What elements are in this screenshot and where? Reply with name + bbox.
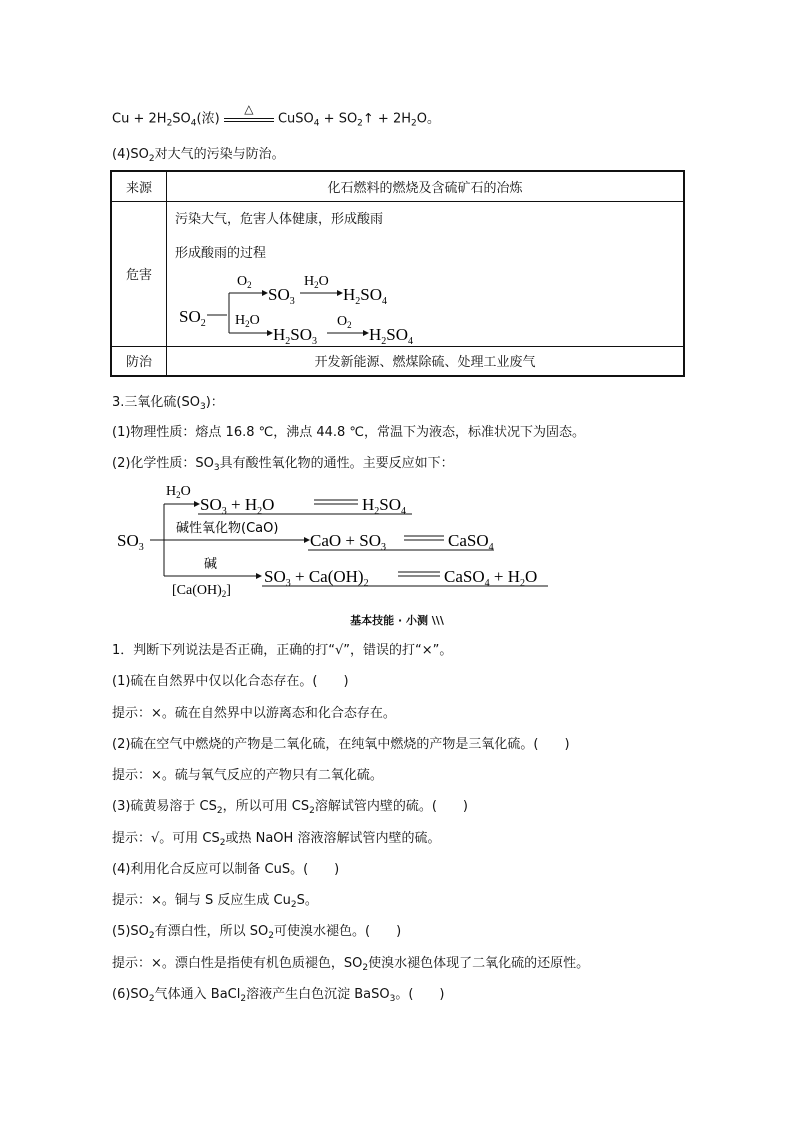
text: 有漂白性，所以 SO xyxy=(154,924,269,939)
text: 具有酸性氧化物的通性。主要反应如下： xyxy=(219,456,454,471)
sub: 2 xyxy=(290,900,297,910)
text: 可使溴水褪色。( ) xyxy=(274,924,402,939)
h2o-reagent: $H_2O$ xyxy=(166,484,191,500)
hint-4 xyxy=(112,892,318,910)
sub: 2 xyxy=(148,931,155,941)
hint-2: 提示：×。硫与氧气反应的产物只有二氧化硫。 xyxy=(112,768,383,783)
text: 或热 NaOH 溶液溶解试管内壁的硫。 xyxy=(225,831,441,846)
text: 溶液产生白色沉淀 BaSO xyxy=(246,987,390,1002)
pollution-table xyxy=(110,170,685,377)
row-label-harm: 危害 xyxy=(111,201,167,346)
section-header: 基本技能 · 小测 \\\ xyxy=(350,614,444,627)
text: )： xyxy=(205,395,224,410)
text: 提示：×。漂白性是指使有机色质褪色，SO xyxy=(112,956,363,971)
so3-reactant: $SO_3$ xyxy=(117,531,144,553)
row-label-source: 来源 xyxy=(111,171,167,201)
sub: 2 xyxy=(166,118,173,129)
basic-oxide-label: 碱性氧化物(CaO) xyxy=(176,521,279,536)
eq-plus: + xyxy=(133,111,145,127)
equation-cu-h2so4: $Cu + 2H_2SO_4$(浓) △ CuSO$_4$ + $SO_2↑ + 2H_2O$。 xyxy=(112,102,440,129)
text: 对大气的污染与防治。 xyxy=(154,147,285,162)
sub: 2 xyxy=(216,806,223,816)
section-3-title xyxy=(112,394,224,412)
sub: 3 xyxy=(389,994,396,1004)
sub: 4 xyxy=(190,118,197,129)
alkali-formula: $[Ca(OH)_2]$ xyxy=(172,583,231,599)
text: 提示：√。可用 CS xyxy=(112,831,220,846)
row-content-harm xyxy=(167,201,685,346)
so3-label: $SO_3$ xyxy=(268,284,295,307)
hint-5 xyxy=(112,955,589,973)
question-2: (2)硫在空气中燃烧的产物是二氧化硫，在纯氧中燃烧的产物是三氧化硫。( ) xyxy=(112,737,570,752)
eq-plus: + xyxy=(323,111,335,127)
eq-cu: Cu xyxy=(112,111,130,127)
eq-acid-conc: (浓) xyxy=(196,111,220,127)
text: 气体通入 BaCl xyxy=(154,987,241,1002)
eq-rest: ↑ + 2H xyxy=(362,111,412,127)
text: ，所以可用 CS xyxy=(222,799,310,814)
sub: 2 xyxy=(411,118,417,129)
chemical-properties xyxy=(112,455,454,473)
text: (5)SO xyxy=(112,924,149,939)
sub: 3 xyxy=(199,402,206,412)
h2so4-label: $H_2SO_4$ xyxy=(343,284,388,307)
physical-properties: (1)物理性质：熔点 16.8 ℃，沸点 44.8 ℃，常温下为液态，标准状况下为固态。 xyxy=(112,425,586,440)
table-row xyxy=(111,201,684,346)
table-row xyxy=(111,346,684,376)
so2-label: $SO_2$ xyxy=(179,306,206,329)
h2o-label: $H_2O$ xyxy=(304,273,329,290)
eq-caso4-h2o: CaSO$_4$ + $H_2O$ xyxy=(444,567,538,589)
eq-cuso4: CuSO xyxy=(277,111,314,127)
question-3 xyxy=(112,798,468,816)
text: S。 xyxy=(296,893,318,908)
alkali-label: 碱 xyxy=(204,557,218,572)
hint-1: 提示：×。硫在自然界中以游离态和化合态存在。 xyxy=(112,706,396,721)
section-4-title xyxy=(112,146,285,164)
eq-so2: SO xyxy=(338,111,358,127)
sub: 2 xyxy=(240,994,247,1004)
sub: 4 xyxy=(313,118,320,129)
so3-reaction-diagram xyxy=(112,478,562,603)
sub: 2 xyxy=(357,118,363,129)
sub: 2 xyxy=(309,806,315,816)
sub: 2 xyxy=(148,994,155,1004)
sub: 3 xyxy=(213,463,220,473)
question-5 xyxy=(112,923,401,941)
h2so4-label-2: $H_2SO_4$ xyxy=(369,324,414,347)
row-label-prevention: 防治 xyxy=(111,346,167,376)
eq-so3-caoh2: $SO_3 + Ca(OH)_2$ xyxy=(264,567,369,589)
o2-label-2: $O_2$ xyxy=(337,313,352,330)
table-row xyxy=(111,171,684,201)
sub: 2 xyxy=(219,838,226,848)
harm-line-2: 形成酸雨的过程 xyxy=(175,245,267,261)
sub: 2 xyxy=(362,963,369,973)
text: (4)SO xyxy=(112,147,149,162)
acid-rain-diagram xyxy=(167,202,687,347)
text: (2)化学性质：SO xyxy=(112,456,214,471)
question-6 xyxy=(112,986,445,1004)
eq-so3-h2o: $SO_3 + H_2O$ xyxy=(200,495,275,517)
text: 提示：×。铜与 S 反应生成 Cu xyxy=(112,893,291,908)
hint-3 xyxy=(112,830,440,848)
question-4: (4)利用化合反应可以制备 CuS。( ) xyxy=(112,862,340,877)
h2so3-label: $H_2SO_3$ xyxy=(273,324,318,347)
eq-cao: CaO + $SO_3$ xyxy=(310,531,386,553)
text: 使溴水褪色体现了二氧化硫的还原性。 xyxy=(368,956,590,971)
row-content-source: 化石燃料的燃烧及含硫矿石的冶炼 xyxy=(167,171,685,201)
h2o-label-2: $H_2O$ xyxy=(235,312,260,329)
eq-acid: 2H xyxy=(148,111,167,127)
eq-h2so4: $H_2SO_4$ xyxy=(362,495,407,517)
eq-caso4: CaSO$_4$ xyxy=(448,531,494,553)
sub: 2 xyxy=(268,931,274,941)
question-intro: 1．判断下列说法是否正确，正确的打“√”，错误的打“×”。 xyxy=(112,643,453,658)
sub: 2 xyxy=(148,154,155,164)
heat-equals-sign xyxy=(224,102,274,128)
text: 溶解试管内壁的硫。( ) xyxy=(314,799,468,814)
question-1: (1)硫在自然界中仅以化合态存在。( ) xyxy=(112,674,349,689)
text: (6)SO xyxy=(112,987,149,1002)
heat-icon: △ xyxy=(244,102,254,116)
o2-label: $O_2$ xyxy=(237,273,252,290)
text: 。( ) xyxy=(395,987,445,1002)
row-content-prevention: 开发新能源、燃煤除硫、处理工业废气 xyxy=(167,346,685,376)
text: 3.三氧化硫(SO xyxy=(112,395,200,410)
eq-end: O。 xyxy=(416,111,440,127)
text: (3)硫黄易溶于 CS xyxy=(112,799,217,814)
harm-line-1: 污染大气，危害人体健康，形成酸雨 xyxy=(175,211,384,227)
